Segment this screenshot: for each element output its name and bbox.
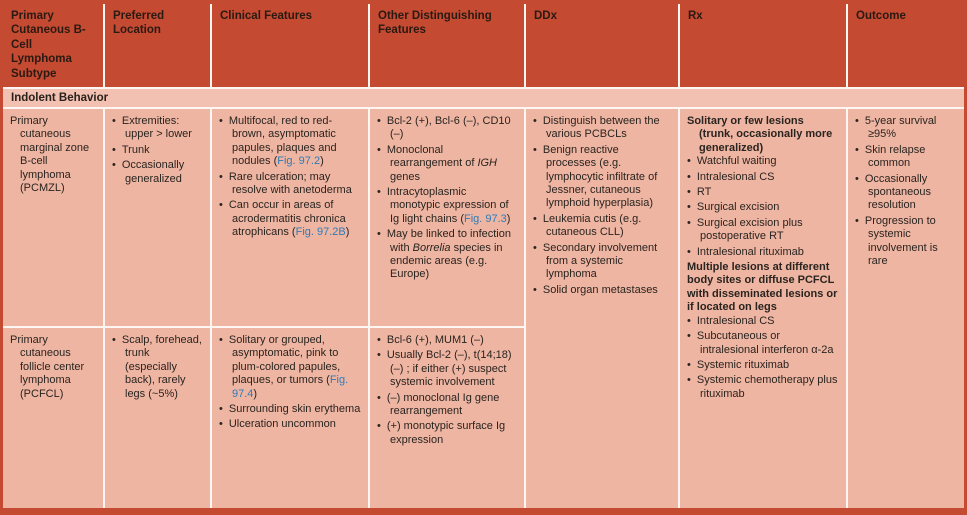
cell-pcfcl-clinical-features xyxy=(212,328,368,508)
cell-rx xyxy=(680,109,846,508)
figure-link[interactable]: Fig. 97.2 xyxy=(277,155,321,168)
cell-pcmzl-other-features xyxy=(370,109,524,326)
col-header-clinical-features: Clinical Features xyxy=(212,4,368,87)
list-item: • RT xyxy=(687,186,839,199)
list-item: • Progression to systemic involvement is rare xyxy=(855,215,957,269)
rx-group-heading: Multiple lesions at different body sites or diffuse PCFCL with disseminated lesions or if located on legs xyxy=(687,261,838,314)
figure-link[interactable]: Fig. 97.3 xyxy=(463,212,507,225)
list-item: • Systemic rituximab xyxy=(687,359,839,372)
other-features-list xyxy=(377,334,517,447)
list-item: • 5-year survival ≥95% xyxy=(855,115,957,142)
list-item: • Scalp, forehead, trunk (especially back), rarely legs (~5%) xyxy=(112,334,203,401)
list-item: • Solitary or grouped, asymptomatic, pink to plum-colored papules, plaques, or tumors (Fig. 97.4) xyxy=(219,334,361,401)
italic-term: Borrelia xyxy=(412,241,451,254)
cell-pcfcl-other-features xyxy=(370,328,524,508)
col-header-rx: Rx xyxy=(680,4,846,87)
cell-pcmzl-subtype xyxy=(3,109,103,326)
cell-pcmzl-location xyxy=(105,109,210,326)
list-item: • Watchful waiting xyxy=(687,155,839,168)
list-item: • Surgical excision xyxy=(687,201,839,214)
list-item: • Secondary involvement from a systemic lymphoma xyxy=(533,242,671,282)
subtype-text: Primary cutaneous marginal zone B-cell lymphoma (PCMZL) xyxy=(10,115,90,195)
section-header-indolent-behavior: Indolent Behavior xyxy=(3,89,964,107)
col-header-outcome: Outcome xyxy=(848,4,964,87)
list-item: • Surrounding skin erythema xyxy=(219,403,361,416)
list-item: • Occasionally spontaneous resolution xyxy=(855,173,957,213)
location-list xyxy=(112,334,203,401)
list-item: • Systemic chemotherapy plus rituximab xyxy=(687,374,839,401)
cell-outcome xyxy=(848,109,964,508)
list-item: • Intralesional rituximab xyxy=(687,246,839,259)
italic-term: IGH xyxy=(477,157,497,170)
list-item: • Monoclonal rearrangement of IGH genes xyxy=(377,144,517,184)
list-item: • Benign reactive processes (e.g. lymphocytic infiltrate of Jessner, cutaneous lymphoid hyperplasia) xyxy=(533,144,671,211)
rx-group-heading: Solitary or few lesions (trunk, occasionally more generalized) xyxy=(687,115,833,154)
list-item: • Bcl-6 (+), MUM1 (–) xyxy=(377,334,517,347)
col-header-ddx: DDx xyxy=(526,4,678,87)
figure-link[interactable]: Fig. 97.4 xyxy=(232,374,349,400)
rx-list-solitary xyxy=(687,155,839,259)
list-item: • Subcutaneous or intralesional interferon α-2a xyxy=(687,330,839,357)
list-item: • Extremities: upper > lower xyxy=(112,115,203,142)
list-item: • Intralesional CS xyxy=(687,315,839,328)
cell-ddx xyxy=(526,109,678,508)
location-list xyxy=(112,115,203,186)
list-item: • Multifocal, red to red-brown, asymptomatic papules, plaques and nodules (Fig. 97.2) xyxy=(219,115,361,169)
subtype-text: Primary cutaneous follicle center lymphoma (PCFCL) xyxy=(10,334,85,400)
list-item: • (+) monotypic surface Ig expression xyxy=(377,420,517,447)
cell-pcfcl-subtype xyxy=(3,328,103,508)
list-item: • Bcl-2 (+), Bcl-6 (–), CD10 (–) xyxy=(377,115,517,142)
col-header-other-distinguishing-features: Other Distinguishing Features xyxy=(370,4,524,87)
list-item: • Can occur in areas of acrodermatitis chronica atrophicans (Fig. 97.2B) xyxy=(219,199,361,239)
col-header-subtype: Primary Cutaneous B-Cell Lymphoma Subtype xyxy=(3,4,103,87)
list-item: • Distinguish between the various PCBCLs xyxy=(533,115,671,142)
list-item: • Rare ulceration; may resolve with anetoderma xyxy=(219,171,361,198)
outcome-list xyxy=(855,115,957,268)
rx-group-multiple xyxy=(687,261,839,401)
list-item: • Ulceration uncommon xyxy=(219,418,361,431)
col-header-preferred-location: Preferred Location xyxy=(105,4,210,87)
list-item: • Usually Bcl-2 (–), t(14;18) (–) ; if either (+) suspect systemic involvement xyxy=(377,349,517,389)
other-features-list xyxy=(377,115,517,282)
list-item: • Leukemia cutis (e.g. cutaneous CLL) xyxy=(533,213,671,240)
list-item: • Intracytoplasmic monotypic expression of Ig light chains (Fig. 97.3) xyxy=(377,186,517,226)
list-item: • Occasionally generalized xyxy=(112,159,203,186)
clinical-features-list xyxy=(219,334,361,432)
clinical-features-list xyxy=(219,115,361,240)
list-item: • Intralesional CS xyxy=(687,171,839,184)
ddx-list xyxy=(533,115,671,297)
list-item: • Trunk xyxy=(112,144,203,157)
cell-pcfcl-location xyxy=(105,328,210,508)
list-item: • (–) monoclonal Ig gene rearrangement xyxy=(377,392,517,419)
list-item: • Skin relapse common xyxy=(855,144,957,171)
figure-link[interactable]: Fig. 97.2B xyxy=(295,226,346,239)
list-item: • Solid organ metastases xyxy=(533,284,671,297)
rx-list-multiple xyxy=(687,315,839,401)
list-item: • May be linked to infection with Borrelia species in endemic areas (e.g. Europe) xyxy=(377,228,517,282)
list-item: • Surgical excision plus postoperative RT xyxy=(687,217,839,244)
rx-group-solitary xyxy=(687,115,839,259)
cell-pcmzl-clinical-features xyxy=(212,109,368,326)
